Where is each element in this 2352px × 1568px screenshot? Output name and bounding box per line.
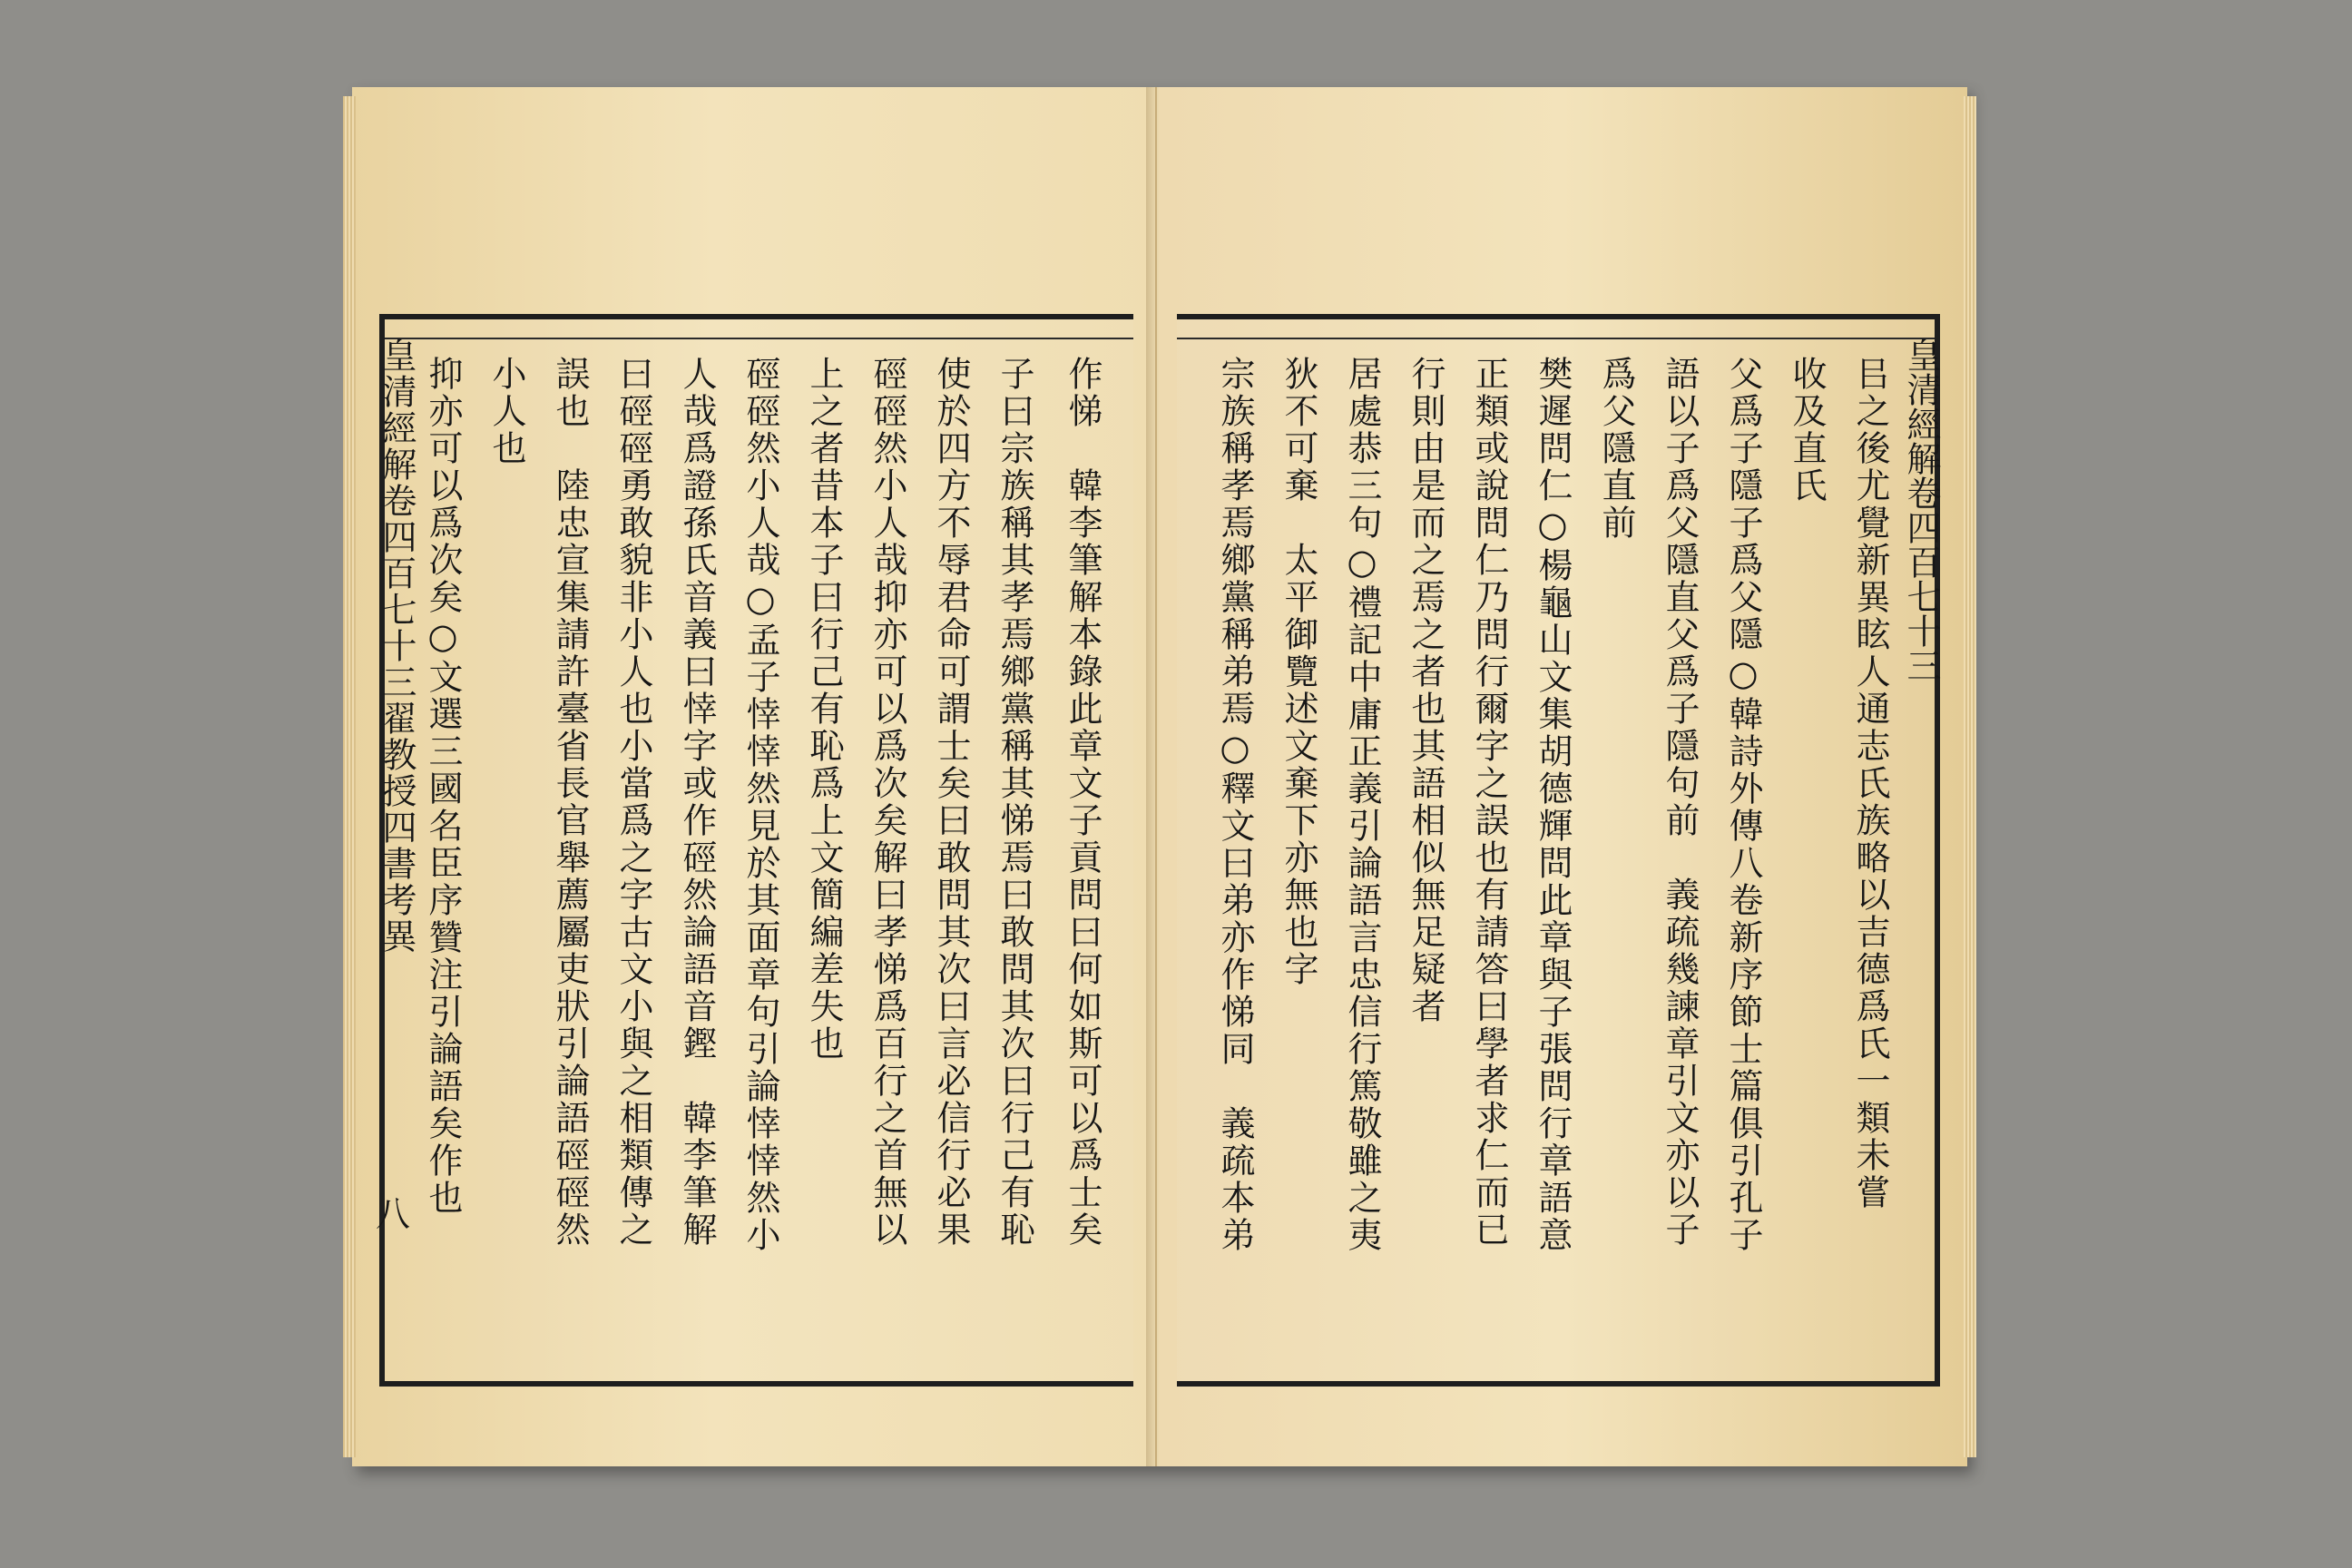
right-column-8: 行則由是而之焉之者也其語相似無足疑者 <box>1406 356 1446 1025</box>
left-column-11: 抑亦可以爲次矣○文選三國名臣序贊注引論語矣作也 <box>423 356 463 1217</box>
left-folio-number: 八 <box>376 1194 411 1234</box>
page-edges <box>1964 96 1976 1457</box>
right-column-11: 宗族稱孝焉鄉黨稱弟焉○釋文曰弟亦作悌同 義疏本弟 <box>1215 356 1255 1254</box>
left-column-5: 上之者昔本子曰行己有恥爲上文簡編差失也 <box>804 356 844 1063</box>
right-text-frame <box>1177 314 1940 1387</box>
right-page <box>1159 87 1967 1466</box>
left-column-10: 小人也 <box>486 356 526 467</box>
left-column-8: 曰硜硜勇敢貌非小人也小當爲之字古文小與之相類傳之 <box>613 356 653 1249</box>
left-column-7: 人哉爲證孫氏音義曰悻字或作硜然論語音鏗 韓李筆解 <box>677 356 717 1249</box>
right-column-10: 狄不可棄 太平御覽述文棄下亦無也字 <box>1279 356 1318 988</box>
left-column-2: 子曰宗族稱其孝焉鄉黨稱其悌焉曰敢問其次曰行己有恥 <box>995 356 1034 1249</box>
right-folio-label: 皇清經解卷四百七十三 <box>1901 338 1941 682</box>
right-column-2: 收及直氏 <box>1787 356 1827 505</box>
left-column-1: 作悌 韓李筆解本錄此章文子貢問曰何如斯可以爲士矣 <box>1063 356 1102 1249</box>
right-column-9: 居處恭三句○禮記中庸正義引論語言忠信行篤敬雖之夷 <box>1342 356 1382 1254</box>
left-page <box>352 87 1157 1466</box>
left-column-6: 硜硜然小人哉○孟子悻悻然見於其面章句引論悻悻然小 <box>740 356 780 1254</box>
left-column-4: 硜硜然小人哉抑亦可以爲次矣解曰孝悌爲百行之首無以 <box>867 356 907 1249</box>
frame-rule <box>385 338 1133 339</box>
open-book <box>352 87 1967 1466</box>
left-column-3: 使於四方不辱君命可謂士矣曰敢問其次曰言必信行必果 <box>931 356 971 1249</box>
frame-rule <box>1177 338 1935 339</box>
right-column-1: 㠯之後尤覺新異眩人通志氏族略以吉德爲氏一類未嘗 <box>1850 356 1890 1211</box>
right-column-5: 爲父隱直前 <box>1596 356 1636 542</box>
right-column-6: 樊遲問仁○楊龜山文集胡德輝問此章與子張問行章語意 <box>1533 356 1573 1254</box>
left-text-frame <box>376 314 1133 1387</box>
right-column-3: 父爲子隱子爲父隱○韓詩外傳八卷新序節士篇俱引孔子 <box>1723 356 1763 1254</box>
right-column-4: 語以子爲父隱直父爲子隱句前 義疏幾諫章引文亦以子 <box>1660 356 1700 1249</box>
left-column-9: 誤也 陸忠宣集請許臺省長官舉薦屬吏狀引論語硜硜然 <box>550 356 590 1249</box>
left-folio-label: 皇清經解卷四百七十三翟教授四書考異 <box>377 338 416 955</box>
page-edges <box>343 96 356 1457</box>
right-column-7: 正類或說問仁乃問行爾字之誤也有請答曰學者求仁而已 <box>1469 356 1509 1249</box>
